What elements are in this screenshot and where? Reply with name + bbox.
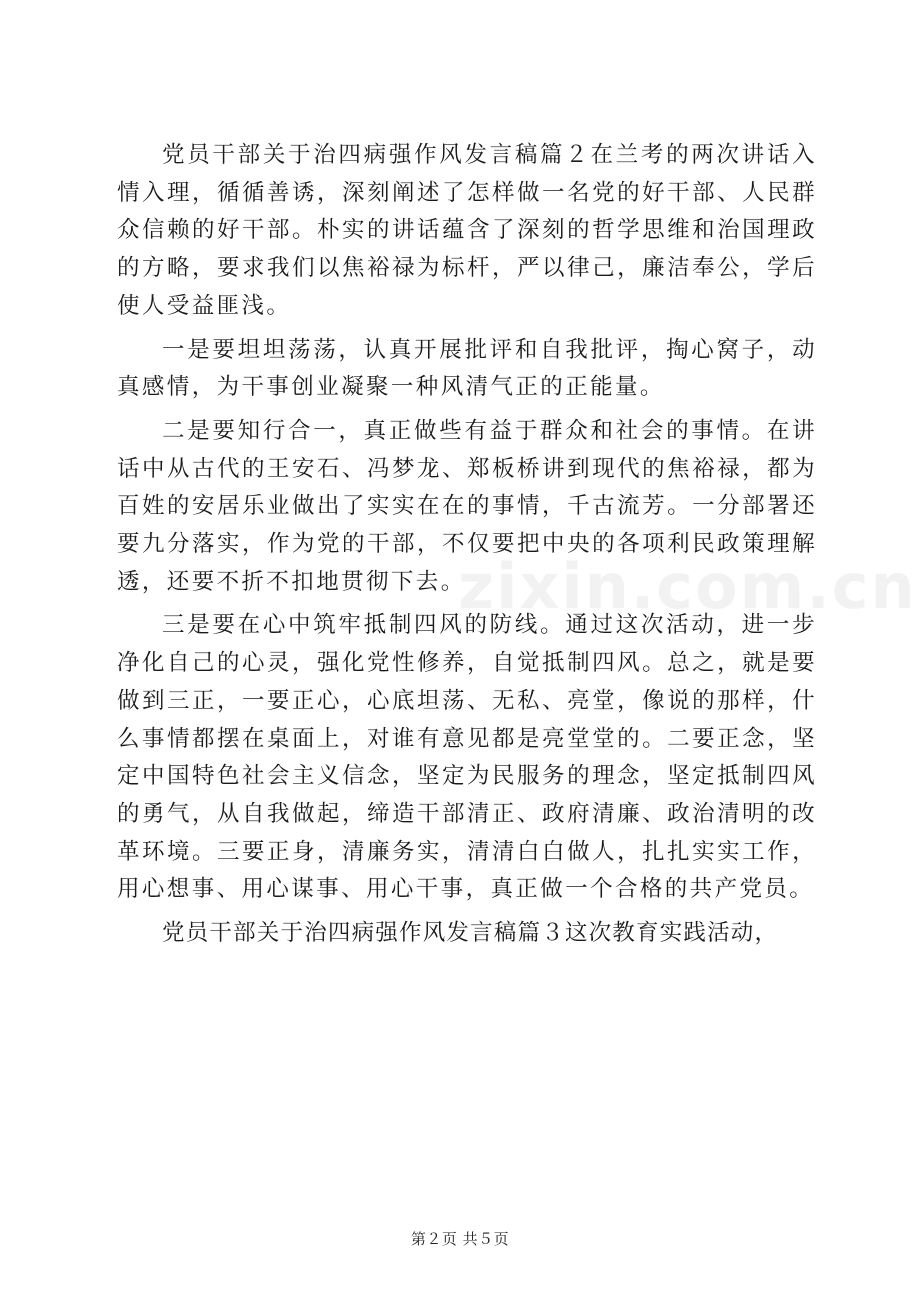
paragraph-4: 三是要在心中筑牢抵制四风的防线。通过这次活动，进一步净化自己的心灵，强化党性修养，自觉抵制四风。总之，就是要做到三正，一要正心，心底坦荡、无私、亮堂，像说的那样，什么事情都摆在桌面上，对谁有意见都是亮堂堂的。二要正念，坚定中国特色社会主义信念，坚定为民服务的理念，坚定抵制四风的勇气，从自我做起，缔造干部清正、政府清廉、政治清明的改革环境。三要正身，清廉务实，清清白白做人，扎扎实实工作，用心想事、用心谋事、用心干事，真正做一个合格的共产党员。: [117, 612, 817, 903]
paragraph-5: 党员干部关于治四病强作风发言稿篇３这次教育实践活动，: [162, 920, 779, 947]
page-number-footer: 第２页 共５页: [410, 1230, 510, 1248]
paragraph-1: 党员干部关于治四病强作风发言稿篇２在兰考的两次讲话入情入理，循循善诱，深刻阐述了怎样做一名党的好干部、人民群众信赖的好干部。朴实的讲话蕴含了深刻的哲学思维和治国理政的方略，要求我们以焦裕禄为标杆，严以律己，廉洁奉公，学后使人受益匪浅。: [117, 142, 817, 319]
paragraph-2: 一是要坦坦荡荡，认真开展批评和自我批评，掏心窝子，动真感情，为干事创业凝聚一种风清气正的正能量。: [117, 336, 817, 401]
document-body: [117, 137, 817, 959]
paragraph-3: 二是要知行合一，真正做些有益于群众和社会的事情。在讲话中从古代的王安石、冯梦龙、郑板桥讲到现代的焦裕禄，都为百姓的安居乐业做出了实实在在的事情，千古流芳。一分部署还要九分落实，作为党的干部，不仅要把中央的各项利民政策理解透，还要不折不扣地贯彻下去。: [117, 417, 817, 595]
watermark-text: zixin.com.cn: [458, 550, 917, 623]
